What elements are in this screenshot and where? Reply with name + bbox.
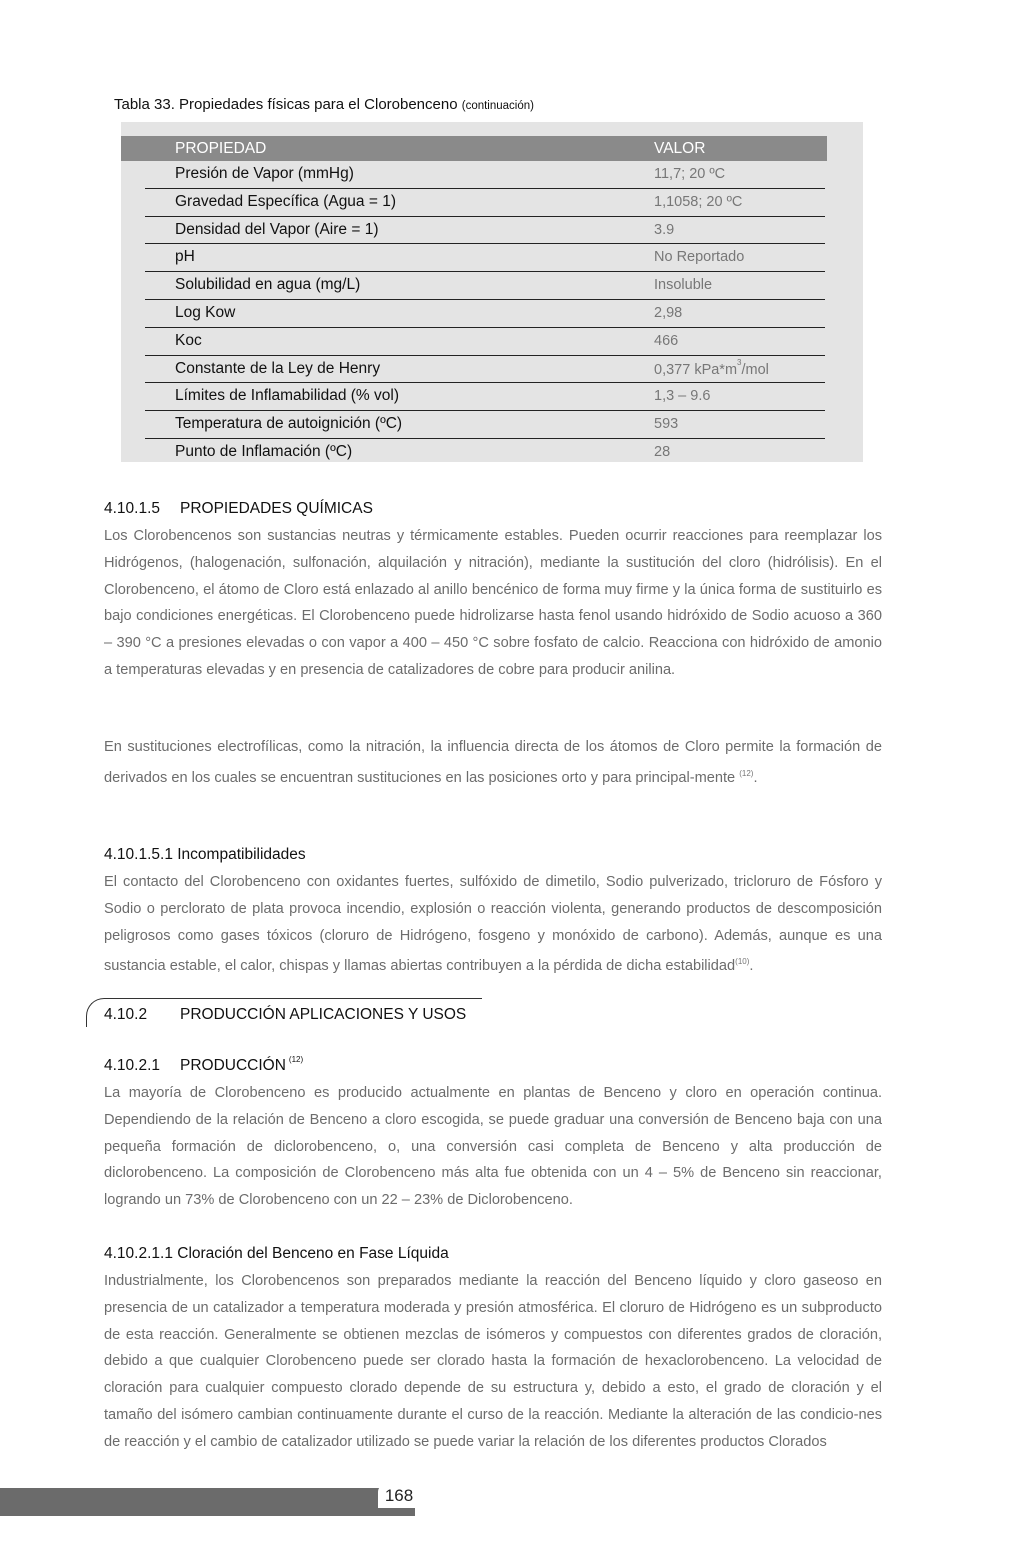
section-number: 4.10.2 xyxy=(104,1006,148,1023)
table-row xyxy=(145,217,825,245)
value-cell xyxy=(654,357,769,378)
property-cell: Koc xyxy=(175,331,202,349)
property-cell: Gravedad Específica (Agua = 1) xyxy=(175,192,396,210)
table-row xyxy=(145,439,825,466)
section-heading-production xyxy=(104,1006,466,1024)
table-row xyxy=(145,300,825,328)
section-heading-chlorination: 4.10.2.1.1 Cloración del Benceno en Fase Líquida xyxy=(104,1245,449,1262)
table-header xyxy=(121,136,827,161)
section-title: PRODUCCIÓN xyxy=(180,1057,286,1074)
section-heading-chemical xyxy=(104,500,373,518)
section-number: 4.10.2.1 xyxy=(104,1057,161,1074)
value-cell: 466 xyxy=(654,332,679,349)
paragraph-end: . xyxy=(753,769,758,786)
paragraph-chemical-1: Los Clorobencenos son sustancias neutras y térmicamente estables. Pueden ocurrir reacciones para reemplazar los Hidrógenos, (halogenación, sulfonación, alquilación y nitración), mediante la sustitución del cloro (hidrólisis). En el Clorobenceno, el átomo de Cloro está enlazado al anillo bencénico de forma muy firme y la única forma de sustituirlo es bajo condiciones energéticas. El Clorobenceno puede hidrolizarse hasta fenol usando hidróxido de Sodio acuoso a 360 – 390 °C a presiones elevadas o con vapor a 400 – 450 °C sobre fosfato de calcio. Reacciona con hidróxido de amonio a temperaturas elevadas y en presencia de catalizadores de cobre para producir anilina. xyxy=(104,528,882,678)
paragraph-production: La mayoría de Clorobenceno es producido actualmente en plantas de Benceno y cloro en operación continua. Dependiendo de la relación de Benceno a cloro escogida, se puede graduar una conversión de Benceno baja con una pequeña formación de diclorobenceno, o, una conversión casi completa de Benceno y alta producción de diclorobenceno. La composición de Clorobenceno más alta fue obtenida con un 4 – 5% de Benceno sin reaccionar, logrando un 73% de Clorobenceno con un 22 – 23% de Diclorobenceno. xyxy=(104,1085,882,1209)
paragraph-chemical-2 xyxy=(104,734,882,791)
table-row xyxy=(145,383,825,411)
property-cell: Punto de Inflamación (ºC) xyxy=(175,442,353,460)
footer-bar xyxy=(0,1488,415,1516)
value-cell: 11,7; 20 ºC xyxy=(654,166,726,182)
value-unit: /mol xyxy=(741,361,769,378)
paragraph-end: . xyxy=(749,958,754,975)
table-caption-note: (continuación) xyxy=(461,100,534,112)
table-row xyxy=(145,189,825,217)
table-caption-title: Tabla 33. Propiedades físicas para el Clorobenceno xyxy=(114,96,458,113)
property-cell: Densidad del Vapor (Aire = 1) xyxy=(175,220,379,238)
value-cell: 28 xyxy=(654,443,671,460)
value-cell: 2,98 xyxy=(654,304,683,321)
value-cell: 593 xyxy=(654,416,679,433)
paragraph-text: El contacto del Clorobenceno con oxidantes fuertes, sulfóxido de dimetilo, Sodio pulverizado, tricloruro de Fósforo y Sodio o perclorato de plata provoca incendio, explosión o reacción violenta, generando productos de descomposición peligrosos como gases tóxicos (cloruro de Hidrógeno, fosgeno y monóxido de carbono). Además, aunque es una sustancia estable, el calor, chispas y llamas abiertas contribuyen a la pérdida de dicha estabilidad xyxy=(104,874,882,975)
paragraph-incompatibilities xyxy=(104,869,882,980)
table-row xyxy=(145,328,825,356)
value-cell: Insoluble xyxy=(654,277,713,294)
section-heading-incompatibilities: 4.10.1.5.1 Incompatibilidades xyxy=(104,846,306,863)
section-number: 4.10.1.5 xyxy=(104,500,161,517)
property-cell: Log Kow xyxy=(175,303,236,321)
property-cell: Presión de Vapor (mmHg) xyxy=(175,165,354,182)
value-cell: No Reportado xyxy=(654,249,745,266)
table-caption xyxy=(114,96,534,113)
table-row xyxy=(145,411,825,439)
reference-superscript: (12) xyxy=(739,768,754,778)
header-value: VALOR xyxy=(654,140,706,157)
property-cell: pH xyxy=(175,248,195,266)
value-cell: 3.9 xyxy=(654,221,675,238)
paragraph-text: En sustituciones electrofílicas, como la nitración, la influencia directa de los átomos de Cloro permite la formación de derivados en los cuales se encuentran sustituciones en las posiciones orto y para principal-mente xyxy=(104,739,882,786)
header-property: PROPIEDAD xyxy=(175,140,267,157)
value-cell: 1,3 – 9.6 xyxy=(654,388,711,405)
properties-table xyxy=(121,122,863,462)
reference-superscript: (12) xyxy=(288,1055,304,1064)
page-number: 168 xyxy=(378,1484,420,1508)
table-row xyxy=(145,356,825,384)
property-cell: Límites de Inflamabilidad (% vol) xyxy=(175,387,399,405)
property-cell: Constante de la Ley de Henry xyxy=(175,359,381,377)
property-cell: Temperatura de autoignición (ºC) xyxy=(175,415,403,433)
section-title: PRODUCCIÓN APLICACIONES Y USOS xyxy=(180,1006,467,1023)
value-exponent: 3 xyxy=(737,357,742,367)
table-body xyxy=(145,161,825,466)
property-cell: Solubilidad en agua (mg/L) xyxy=(175,276,361,294)
section-heading-production-sub xyxy=(104,1057,303,1075)
section-title: PROPIEDADES QUÍMICAS xyxy=(180,500,373,517)
paragraph-chlorination: Industrialmente, los Clorobencenos son preparados mediante la reacción del Benceno líquido y cloro gaseoso en presencia de un catalizador a temperatura moderada y presión atmosférica. El cloruro de Hidrógeno es un subproducto de esta reacción. Generalmente se obtienen mezclas de isómeros y compuestos con diferentes grados de cloración, debido a que cualquier Clorobenceno puede ser clorado hasta la formación de hexaclorobenceno. La velocidad de cloración para cualquier compuesto clorado depende de su estructura y, debido a esto, el grado de cloración y el tamaño del isómero cambian continuamente durante el curso de la reacción. Mediante la alteración de las condicio-nes de reacción y el cambio de catalizador utilizado se puede variar la relación de los diferentes productos Clorados xyxy=(104,1273,882,1450)
table-row xyxy=(145,272,825,300)
value-main: 0,377 kPa*m xyxy=(654,361,738,378)
table-row xyxy=(145,161,825,189)
table-row xyxy=(145,244,825,272)
value-cell: 1,1058; 20 ºC xyxy=(654,193,743,210)
reference-superscript: (10) xyxy=(735,957,750,967)
